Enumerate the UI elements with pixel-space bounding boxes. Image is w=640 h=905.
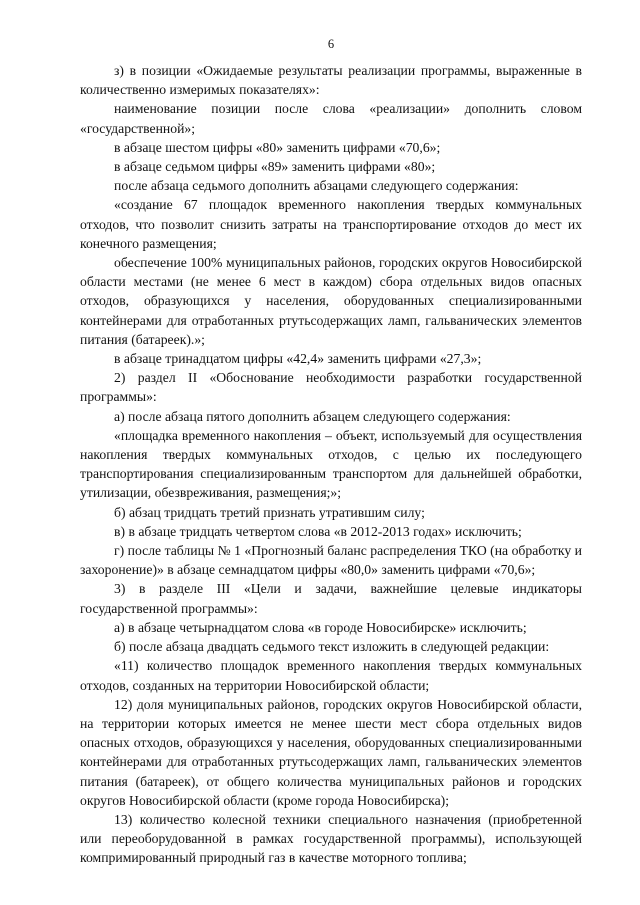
paragraph: 13) количество колесной техники специального назначения (приобретенной или переоборудованной в рамках государственной программы), использующей компримированный природный газ в качестве моторного топлива;	[80, 811, 582, 866]
paragraph: б) после абзаца двадцать седьмого текст изложить в следующей редакции:	[114, 639, 550, 655]
paragraph: б) абзац тридцать третий признать утратившим силу;	[114, 504, 425, 520]
paragraph: з) в позиции «Ожидаемые результаты реализации программы, выраженные в количественно измеримых показателях»:	[80, 63, 582, 98]
paragraph: в абзаце тринадцатом цифры «42,4» заменить цифрами «27,3»;	[114, 351, 482, 367]
paragraph: 3) в разделе III «Цели и задачи, важнейшие целевые индикаторы государственной программы»:	[80, 581, 582, 616]
paragraph: наименование позиции после слова «реализации» дополнить словом «государственной»;	[80, 101, 582, 136]
paragraph: в абзаце шестом цифры «80» заменить цифрами «70,6»;	[114, 139, 441, 155]
paragraph: 12) доля муниципальных районов, городских округов Новосибирской области, на территории которых имеется не менее шести мест сбора отдельных видов опасных отходов, образующихся у населения, оборудованных специализированными контейнерами для отработанных ртутьсодержащих ламп, гальванических элементов питания (батареек), от общего количества муниципальных районов и городских округов Новосибирской области (кроме города Новосибирска);	[80, 696, 582, 808]
paragraph: г) после таблицы № 1 «Прогнозный баланс распределения ТКО (на обработку и захоронение)» в абзаце семнадцатом цифры «80,0» заменить цифрами «70,6»;	[80, 543, 582, 578]
paragraph: «создание 67 площадок временного накопления твердых коммунальных отходов, что позволит снизить затраты на транспортирование отходов до мест их конечного размещения;	[80, 197, 582, 251]
paragraph: в) в абзаце тридцать четвертом слова «в 2012-2013 годах» исключить;	[114, 523, 522, 539]
paragraph: 2) раздел II «Обоснование необходимости разработки государственной программы»:	[80, 370, 582, 405]
paragraph: после абзаца седьмого дополнить абзацами следующего содержания:	[114, 178, 519, 194]
page-number: 6	[327, 37, 335, 51]
paragraph: а) в абзаце четырнадцатом слова «в городе Новосибирске» исключить;	[114, 619, 527, 635]
paragraph: «площадка временного накопления – объект, используемый для осуществления накопления твердых коммунальных отходов, с целью их последующего транспортирования специализированным транспортом для дальнейшей обработки, утилизации, обезвреживания, размещения;»;	[80, 427, 582, 501]
paragraph: «11) количество площадок временного накопления твердых коммунальных отходов, созданных на территории Новосибирской области;	[80, 658, 582, 693]
paragraph: обеспечение 100% муниципальных районов, городских округов Новосибирской области местами (не менее 6 мест в каждом) сбора отдельных видов опасных отходов, образующихся у населения, оборудованных специализированными контейнерами для отработанных ртутьсодержащих ламп, гальванических элементов питания (батареек).»;	[80, 255, 582, 347]
paragraph: в абзаце седьмом цифры «89» заменить цифрами «80»;	[114, 159, 436, 175]
document-body	[80, 61, 582, 868]
paragraph: а) после абзаца пятого дополнить абзацем следующего содержания:	[114, 408, 511, 424]
